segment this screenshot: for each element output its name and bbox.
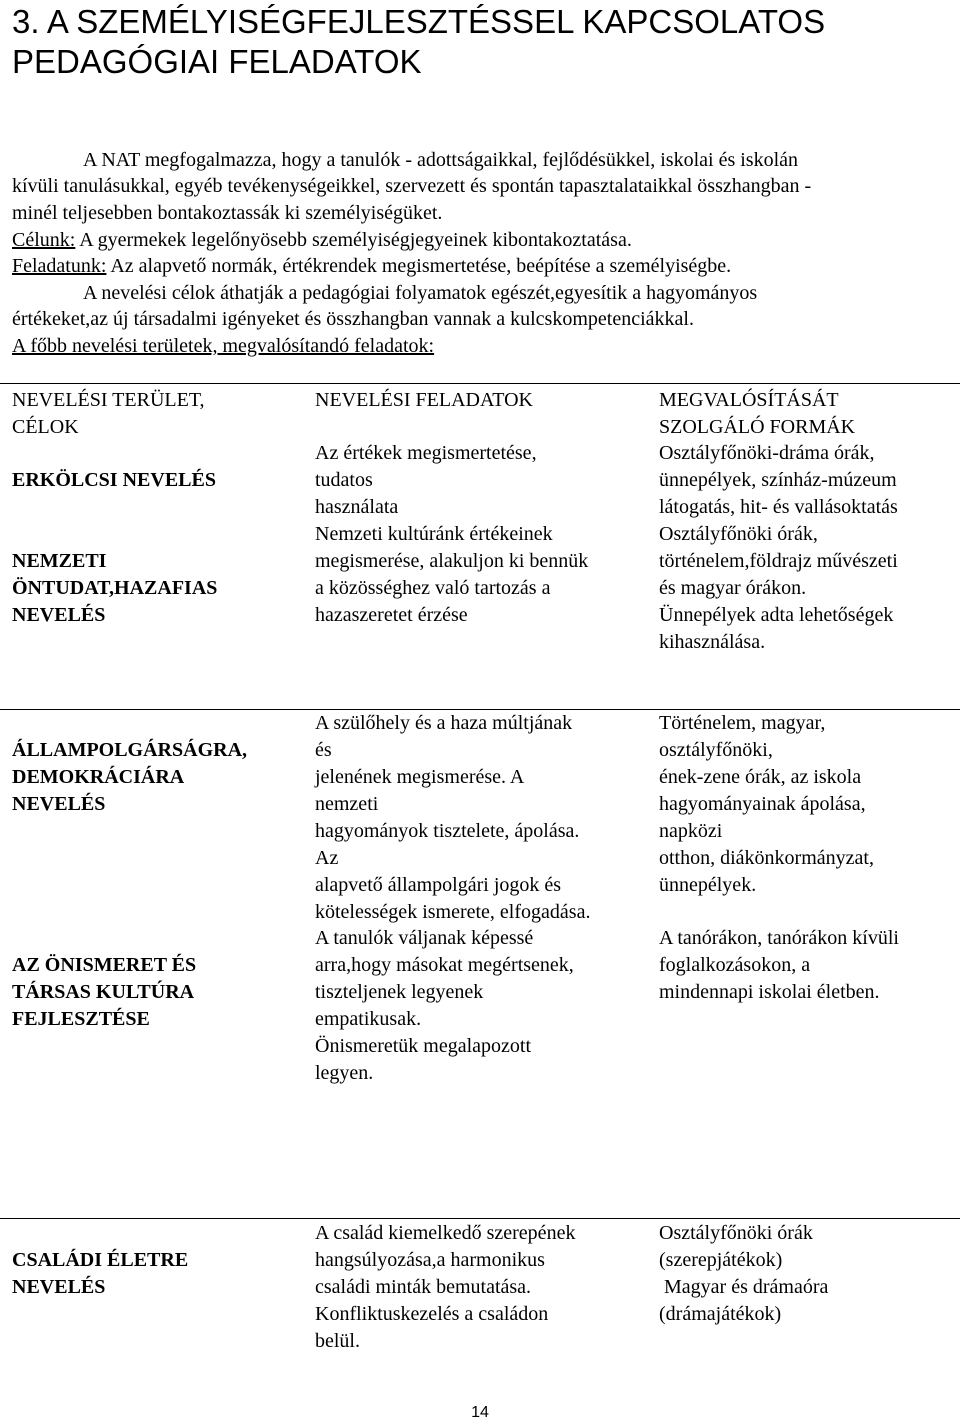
task-line: Az értékek megismertetése, xyxy=(315,442,537,464)
area-line: NEMZETI xyxy=(12,550,107,572)
area-csaladi xyxy=(12,1247,292,1301)
task-line: A szülőhely és a haza múltjának xyxy=(315,712,573,734)
header-forms-line: MEGVALÓSÍTÁSÁT xyxy=(659,389,839,411)
goals-line: értékeket,az új társadalmi igényeket és összhangban vannak a kulcskompetenciákkal. xyxy=(12,308,694,330)
form-line: ünnepélyek, színház-múzeum xyxy=(659,469,897,491)
area-line: FEJLESZTÉSE xyxy=(12,1008,150,1030)
forms-csaladi xyxy=(659,1220,954,1328)
task-line: arra,hogy másokat megértsenek, xyxy=(315,954,574,976)
task-label: Feladatunk: xyxy=(12,255,107,277)
form-line: otthon, diákönkormányzat, xyxy=(659,847,874,869)
area-line: DEMOKRÁCIÁRA xyxy=(12,766,185,788)
form-line: (drámajátékok) xyxy=(659,1303,782,1325)
form-line: hagyományainak ápolása, xyxy=(659,793,866,815)
page-number: 14 xyxy=(471,1404,489,1421)
intro-line: kívüli tanulásukkal, egyéb tevékenységeikkel, szervezett és spontán tapasztalataikkal összhangban - xyxy=(12,175,812,197)
header-area xyxy=(12,387,292,441)
task-line: hangsúlyozása,a harmonikus xyxy=(315,1249,545,1271)
area-line: NEVELÉS xyxy=(12,793,106,815)
task-line: használata xyxy=(315,496,399,518)
area-line: ERKÖLCSI NEVELÉS xyxy=(12,469,216,491)
tasks-nemzeti xyxy=(315,521,645,629)
task-line: Konfliktuskezelés a családon xyxy=(315,1303,549,1325)
form-line: Magyar és drámaóra xyxy=(659,1276,829,1298)
task-line: legyen. xyxy=(315,1062,374,1084)
tasks-allampolgarsag xyxy=(315,710,645,926)
area-nemzeti xyxy=(12,548,292,629)
intro-line: A NAT megfogalmazza, hogy a tanulók - adottságaikkal, fejlődésükkel, iskolai és iskolán xyxy=(83,149,799,171)
area-line: CSALÁDI ÉLETRE xyxy=(12,1249,189,1271)
heading-line: PEDAGÓGIAI FELADATOK xyxy=(12,43,422,80)
form-line: és magyar órákon. xyxy=(659,577,807,599)
header-forms xyxy=(659,387,954,441)
form-line: Osztályfőnöki órák xyxy=(659,1222,813,1244)
area-line: NEVELÉS xyxy=(12,604,106,626)
task-line: tudatos xyxy=(315,469,373,491)
tasks-onismeret xyxy=(315,925,645,1087)
area-line: ÁLLAMPOLGÁRSÁGRA, xyxy=(12,739,248,761)
form-line: foglalkozásokon, a xyxy=(659,954,811,976)
task-line: A tanulók váljanak képessé xyxy=(315,927,534,949)
form-line: Történelem, magyar, xyxy=(659,712,826,734)
area-line: NEVELÉS xyxy=(12,1276,106,1298)
tasks-erkolcsi xyxy=(315,440,645,521)
area-allampolgarsag xyxy=(12,737,292,818)
form-line: Osztályfőnöki órák, xyxy=(659,523,818,545)
table-row-border xyxy=(0,1218,960,1219)
table-top-border xyxy=(0,383,960,384)
task-line: empatikusak. xyxy=(315,1008,422,1030)
task-line: A család kiemelkedő szerepének xyxy=(315,1222,576,1244)
area-erkolcsi xyxy=(12,467,292,494)
goals-line: A nevelési célok áthatják a pedagógiai folyamatok egészét,egyesítik a hagyományos xyxy=(83,282,758,304)
task-line: jelenének megismerése. A xyxy=(315,766,525,788)
task-line: hagyományok tisztelete, ápolása. xyxy=(315,820,580,842)
forms-nemzeti xyxy=(659,521,954,656)
task-line: családi minták bemutatása. xyxy=(315,1276,532,1298)
form-line: kihasználása. xyxy=(659,631,766,653)
task-line: és xyxy=(315,739,332,761)
form-line: osztályfőnöki, xyxy=(659,739,773,761)
form-line: Osztályfőnöki-dráma órák, xyxy=(659,442,875,464)
form-line: Ünnepélyek adta lehetőségek xyxy=(659,604,894,626)
form-line: (szerepjátékok) xyxy=(659,1249,783,1271)
task-line: Nemzeti kultúránk értékeinek xyxy=(315,523,553,545)
task-line: hazaszeretet érzése xyxy=(315,604,468,626)
task-line: nemzeti xyxy=(315,793,379,815)
area-line: TÁRSAS KULTÚRA xyxy=(12,981,195,1003)
task-line: belül. xyxy=(315,1330,360,1352)
form-line: ének-zene órák, az iskola xyxy=(659,766,862,788)
form-line: mindennapi iskolai életben. xyxy=(659,981,880,1003)
task-paragraph xyxy=(12,253,731,279)
task-line: alapvető állampolgári jogok és xyxy=(315,874,562,896)
task-line: Az xyxy=(315,847,339,869)
intro-line: minél teljesebben bontakoztassák ki személyiségüket. xyxy=(12,202,443,224)
header-forms-line: SZOLGÁLÓ FORMÁK xyxy=(659,416,856,438)
task-line: kötelességek ismerete, elfogadása. xyxy=(315,901,591,923)
form-line: A tanórákon, tanórákon kívüli xyxy=(659,927,899,949)
form-line: ünnepélyek. xyxy=(659,874,757,896)
section-heading xyxy=(12,2,952,82)
goal-paragraph xyxy=(12,227,632,253)
forms-allampolgarsag xyxy=(659,710,954,899)
heading-line: 3. A SZEMÉLYISÉGFEJLESZTÉSSEL KAPCSOLATOS xyxy=(12,3,826,40)
area-line: AZ ÖNISMERET ÉS xyxy=(12,954,197,976)
task-text: Az alapvető normák, értékrendek megismertetése, beépítése a személyiségbe. xyxy=(106,255,732,277)
goal-label: Célunk: xyxy=(12,229,76,251)
tasks-csaladi xyxy=(315,1220,645,1355)
header-tasks-line: NEVELÉSI FELADATOK xyxy=(315,389,533,411)
form-line: történelem,földrajz művészeti xyxy=(659,550,898,572)
area-line: ÖNTUDAT,HAZAFIAS xyxy=(12,577,218,599)
header-area-line: CÉLOK xyxy=(12,416,79,438)
header-tasks xyxy=(315,387,645,414)
area-onismeret xyxy=(12,952,292,1033)
task-line: a közösséghez való tartozás a xyxy=(315,577,551,599)
goal-text: A gyermekek legelőnyösebb személyiségjegyeinek kibontakoztatása. xyxy=(75,229,632,251)
task-line: megismerése, alakuljon ki bennük xyxy=(315,550,589,572)
areas-heading: A főbb nevelési területek, megvalósítandó feladatok: xyxy=(12,335,435,357)
form-line: napközi xyxy=(659,820,723,842)
task-line: tiszteljenek legyenek xyxy=(315,981,484,1003)
header-area-line: NEVELÉSI TERÜLET, xyxy=(12,389,205,411)
forms-erkolcsi xyxy=(659,440,954,521)
form-line: látogatás, hit- és vallásoktatás xyxy=(659,496,898,518)
task-line: Önismeretük megalapozott xyxy=(315,1035,532,1057)
forms-onismeret xyxy=(659,925,954,1006)
